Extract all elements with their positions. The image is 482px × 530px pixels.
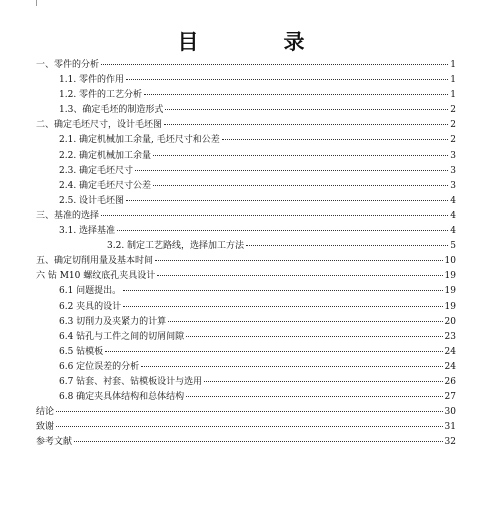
toc-entry-page-number: 32 [444, 437, 456, 448]
toc-entry[interactable] [36, 330, 456, 345]
toc-dot-leader [56, 426, 443, 427]
toc-entry-label: 6.4 钻孔与工件之间的切屑间隙 [59, 331, 185, 342]
toc-dot-leader [165, 109, 448, 110]
toc-dot-leader [123, 306, 442, 307]
toc-entry-page-number: 23 [444, 331, 456, 342]
toc-entry-page-number: 2 [450, 135, 456, 146]
toc-entry-page-number: 3 [450, 150, 456, 161]
toc-entry-label: 二、确定毛坯尺寸，设计毛坯图 [36, 120, 163, 131]
toc-dot-leader [155, 260, 443, 261]
toc-dot-leader [105, 351, 442, 352]
toc-entry-page-number: 3 [450, 180, 456, 191]
toc-entry[interactable] [36, 224, 456, 239]
toc-dot-leader [141, 366, 442, 367]
toc-entry-page-number: 2 [450, 105, 456, 116]
toc-dot-leader [222, 139, 448, 140]
toc-entry[interactable] [36, 164, 456, 179]
toc-entry[interactable] [36, 300, 456, 315]
toc-dot-leader [123, 290, 442, 291]
toc-entry[interactable] [36, 405, 456, 420]
toc-entry-label: 参考文献 [36, 437, 73, 448]
toc-dot-leader [144, 94, 448, 95]
toc-entry[interactable] [36, 420, 456, 435]
toc-entry[interactable] [36, 133, 456, 148]
toc-entry-page-number: 4 [450, 210, 456, 221]
toc-entry-label: 3.1. 选择基准 [59, 226, 116, 237]
toc-entry[interactable] [36, 103, 456, 118]
toc-entry[interactable] [36, 360, 456, 375]
toc-entry-label: 2.4. 确定毛坯尺寸公差 [59, 180, 152, 191]
toc-entry-label: 1.3、确定毛坯的制造形式 [59, 105, 164, 116]
toc-entry[interactable] [36, 73, 456, 88]
toc-entry-label: 6.2 夹具的设计 [59, 301, 122, 312]
toc-entry-label: 6.6 定位误差的分析 [59, 361, 140, 372]
toc-dot-leader [246, 245, 448, 246]
toc-entry[interactable] [36, 435, 456, 450]
toc-dot-leader [56, 411, 443, 412]
toc-entry[interactable] [36, 88, 456, 103]
toc-entry[interactable] [36, 390, 456, 405]
toc-entry-label: 1.1. 零件的作用 [59, 75, 125, 86]
toc-dot-leader [164, 124, 448, 125]
toc-entry-label: 1.2. 零件的工艺分析 [59, 90, 143, 101]
toc-entry-page-number: 20 [444, 316, 456, 327]
page-corner-mark [36, 0, 37, 6]
toc-dot-leader [101, 64, 448, 65]
toc-dot-leader [135, 170, 448, 171]
toc-entry[interactable] [36, 194, 456, 209]
toc-entry-page-number: 31 [444, 422, 456, 433]
toc-entry-label: 2.3. 确定毛坯尺寸 [59, 165, 134, 176]
toc-entry-label: 2.1. 确定机械加工余量, 毛坯尺寸和公差 [59, 135, 220, 146]
toc-entry-page-number: 5 [450, 241, 456, 252]
toc-dot-leader [204, 381, 442, 382]
toc-entry-label: 6.1 问题提出。 [59, 286, 122, 297]
toc-entry-page-number: 2 [450, 120, 456, 131]
toc-entry[interactable] [36, 179, 456, 194]
toc-entry-label: 6.7 钻套、衬套、钻模板设计与选用 [59, 376, 203, 387]
toc-entry[interactable] [36, 149, 456, 164]
toc-entry-page-number: 1 [450, 60, 456, 70]
toc-entry-label: 一、零件的分析 [36, 60, 100, 70]
toc-dot-leader [74, 441, 443, 442]
toc-dot-leader [157, 275, 442, 276]
toc-entry-label: 6.5 钻模板 [59, 346, 104, 357]
toc-entry[interactable] [36, 118, 456, 133]
toc-entry-page-number: 10 [444, 256, 456, 267]
toc-entry-page-number: 4 [450, 195, 456, 206]
toc-dot-leader [153, 185, 448, 186]
toc-entry-label: 6.3 切削力及夹紧力的计算 [59, 316, 167, 327]
toc-entry[interactable] [36, 239, 456, 254]
toc-dot-leader [126, 79, 448, 80]
toc-entry-page-number: 24 [444, 361, 456, 372]
toc-entry-page-number: 19 [444, 271, 456, 282]
toc-dot-leader [153, 155, 448, 156]
toc-dot-leader [126, 200, 448, 201]
toc-entry-label: 致谢 [36, 422, 55, 433]
toc-entry-label: 三、基准的选择 [36, 210, 100, 221]
toc-entry[interactable] [36, 284, 456, 299]
toc-entry-page-number: 19 [444, 286, 456, 297]
toc-entry-page-number: 19 [444, 301, 456, 312]
toc-entry[interactable] [36, 269, 456, 284]
toc-entry-label: 五、确定切削用量及基本时间 [36, 256, 154, 267]
toc-entry-label: 2.2. 确定机械加工余量 [59, 150, 152, 161]
toc-entry-label: 2.5. 设计毛坯图 [59, 195, 125, 206]
toc-entry-page-number: 1 [450, 90, 456, 101]
toc-entry-page-number: 27 [444, 392, 456, 403]
toc-entry[interactable] [36, 209, 456, 224]
page-title: 目 录 [177, 29, 337, 54]
toc-dot-leader [186, 336, 442, 337]
toc-entry[interactable] [36, 254, 456, 269]
toc-entry-page-number: 4 [450, 226, 456, 237]
toc-entry[interactable] [36, 315, 456, 330]
toc-dot-leader [117, 230, 448, 231]
table-of-contents [36, 58, 456, 450]
toc-entry-page-number: 30 [444, 407, 456, 418]
toc-dot-leader [101, 215, 448, 216]
toc-entry[interactable] [36, 58, 456, 73]
toc-entry-label: 3.2. 制定工艺路线，选择加工方法 [107, 241, 245, 252]
toc-dot-leader [186, 396, 442, 397]
toc-entry[interactable] [36, 345, 456, 360]
toc-dot-leader [168, 321, 442, 322]
toc-entry-page-number: 26 [444, 376, 456, 387]
toc-entry-label: 结论 [36, 407, 55, 418]
toc-entry-label: 六 钻 M10 螺纹底孔夹具设计 [36, 271, 156, 282]
toc-entry[interactable] [36, 375, 456, 390]
toc-entry-label: 6.8 确定夹具体结构和总体结构 [59, 392, 185, 403]
toc-entry-page-number: 3 [450, 165, 456, 176]
toc-entry-page-number: 1 [450, 75, 456, 86]
toc-entry-page-number: 24 [444, 346, 456, 357]
